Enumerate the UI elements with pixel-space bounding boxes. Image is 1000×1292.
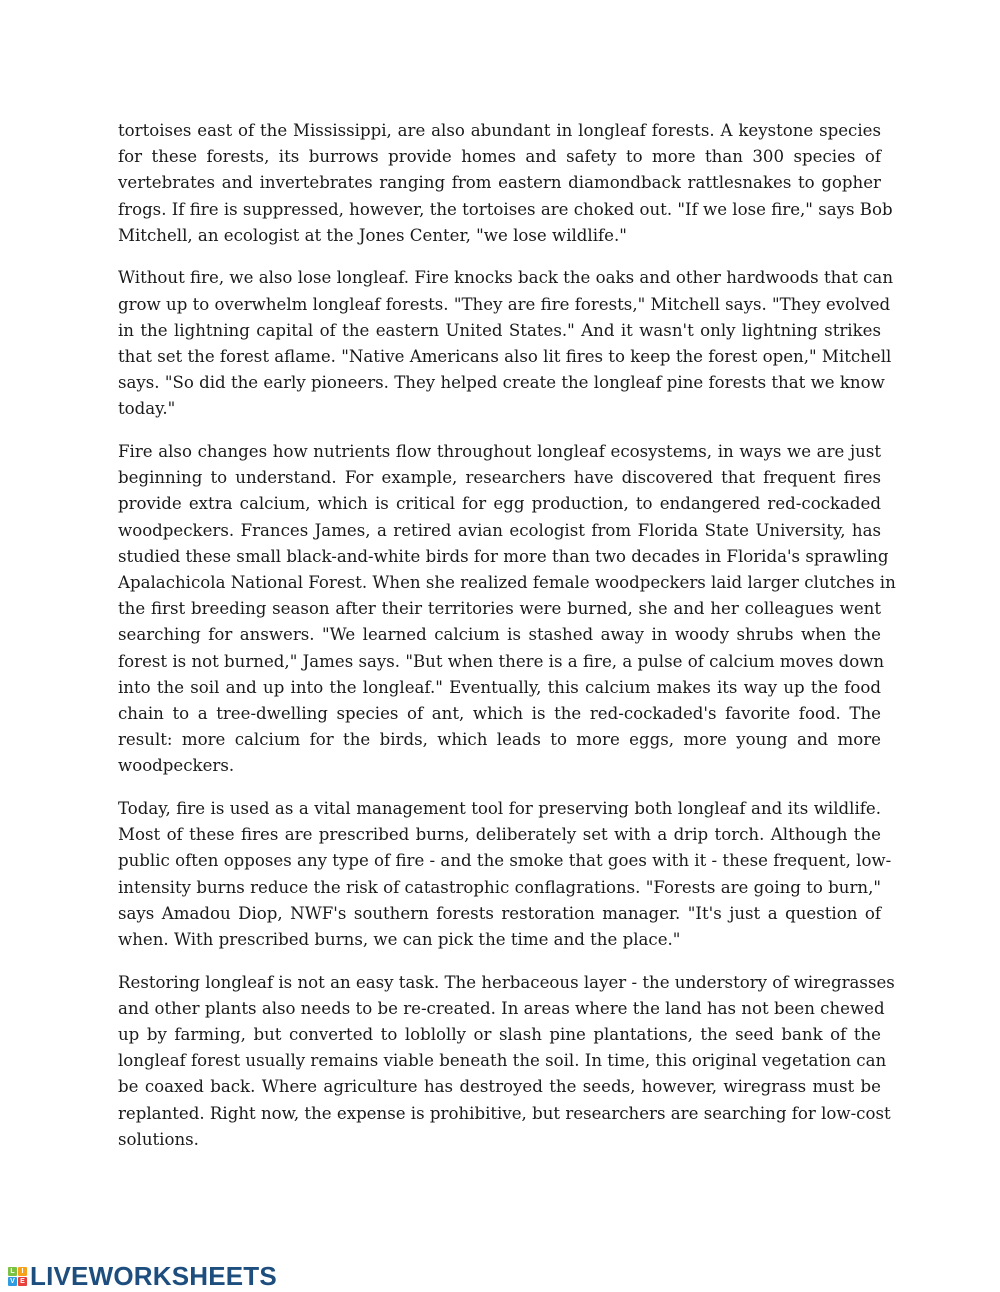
logo-block: E xyxy=(18,1277,27,1286)
text-line: vertebrates and invertebrates ranging from eastern diamondback rattlesnakes to gopher xyxy=(118,173,881,193)
text-line: up by farming, but converted to loblolly or slash pine plantations, the seed bank of the xyxy=(118,1025,881,1044)
text-line: that set the forest aflame. "Native Americans also lit fires to keep the forest open," Mitchell xyxy=(118,347,892,366)
logo-block: V xyxy=(8,1277,17,1286)
paragraph xyxy=(118,970,895,1153)
document-body xyxy=(118,118,896,1169)
text-line: be coaxed back. Where agriculture has destroyed the seeds, however, wiregrass must be xyxy=(118,1077,881,1097)
liveworksheets-logo xyxy=(8,1261,277,1292)
logo-wordmark: LIVEWORKSHEETS xyxy=(30,1261,277,1291)
logo-block: L xyxy=(8,1267,17,1276)
paragraph xyxy=(118,265,894,422)
text-line: Most of these fires are prescribed burns, deliberately set with a drip torch. Although the xyxy=(118,825,881,845)
text-line: into the soil and up into the longleaf." Eventually, this calcium makes its way up the food xyxy=(118,677,881,697)
text-line: Apalachicola National Forest. When she realized female woodpeckers laid larger clutches in xyxy=(118,573,896,592)
text-line: woodpeckers. Frances James, a retired avian ecologist from Florida State University, has xyxy=(118,520,881,540)
text-line: and other plants also needs to be re-created. In areas where the land has not been chewed xyxy=(118,998,885,1018)
text-line: Fire also changes how nutrients flow throughout longleaf ecosystems, in ways we are just xyxy=(118,442,881,462)
text-line: solutions. xyxy=(118,1129,199,1149)
text-line: says. "So did the early pioneers. They helped create the longleaf pine forests that we know xyxy=(118,373,885,393)
text-line: Mitchell, an ecologist at the Jones Center, "we lose wildlife." xyxy=(118,225,627,245)
logo-blocks-icon xyxy=(8,1267,27,1286)
logo-block: I xyxy=(18,1267,27,1276)
paragraph xyxy=(118,439,896,779)
text-line: longleaf forest usually remains viable beneath the soil. In time, this original vegetation can xyxy=(118,1051,887,1071)
text-line: searching for answers. "We learned calcium is stashed away in woody shrubs when the xyxy=(118,625,881,645)
text-line: forest is not burned," James says. "But when there is a fire, a pulse of calcium moves down xyxy=(118,651,885,671)
text-line: today." xyxy=(118,399,176,419)
text-line: woodpeckers. xyxy=(118,756,235,776)
paragraph xyxy=(118,118,893,249)
text-line: tortoises east of the Mississippi, are also abundant in longleaf forests. A keystone species xyxy=(118,121,881,140)
text-line: studied these small black-and-white birds for more than two decades in Florida's sprawling xyxy=(118,546,889,566)
text-line: replanted. Right now, the expense is prohibitive, but researchers are searching for low-cost xyxy=(118,1103,891,1123)
text-line: for these forests, its burrows provide homes and safety to more than 300 species of xyxy=(118,147,881,167)
text-line: Without fire, we also lose longleaf. Fire knocks back the oaks and other hardwoods that can xyxy=(118,268,894,288)
text-line: in the lightning capital of the eastern United States." And it wasn't only lightning strikes xyxy=(118,320,881,340)
text-line: frogs. If fire is suppressed, however, the tortoises are choked out. "If we lose fire," says Bob xyxy=(118,199,893,219)
text-line: Today, fire is used as a vital management tool for preserving both longleaf and its wildlife. xyxy=(118,799,881,818)
text-line: provide extra calcium, which is critical for egg production, to endangered red-cockaded xyxy=(118,494,881,514)
text-line: when. With prescribed burns, we can pick the time and the place." xyxy=(118,929,681,949)
text-line: grow up to overwhelm longleaf forests. "They are fire forests," Mitchell says. "They evolved xyxy=(118,294,891,314)
text-line: says Amadou Diop, NWF's southern forests restoration manager. "It's just a question of xyxy=(118,903,881,923)
text-line: result: more calcium for the birds, which leads to more eggs, more young and more xyxy=(118,730,881,750)
text-line: intensity burns reduce the risk of catastrophic conflagrations. "Forests are going to burn," xyxy=(118,877,881,897)
paragraph xyxy=(118,796,892,953)
text-line: chain to a tree-dwelling species of ant, which is the red-cockaded's favorite food. The xyxy=(118,703,881,723)
text-line: beginning to understand. For example, researchers have discovered that frequent fires xyxy=(118,468,881,488)
text-line: Restoring longleaf is not an easy task. The herbaceous layer - the understory of wiregrasses xyxy=(118,972,895,992)
text-line: the first breeding season after their territories were burned, she and her colleagues went xyxy=(118,599,881,619)
text-line: public often opposes any type of fire - and the smoke that goes with it - these frequent, low- xyxy=(118,851,892,871)
